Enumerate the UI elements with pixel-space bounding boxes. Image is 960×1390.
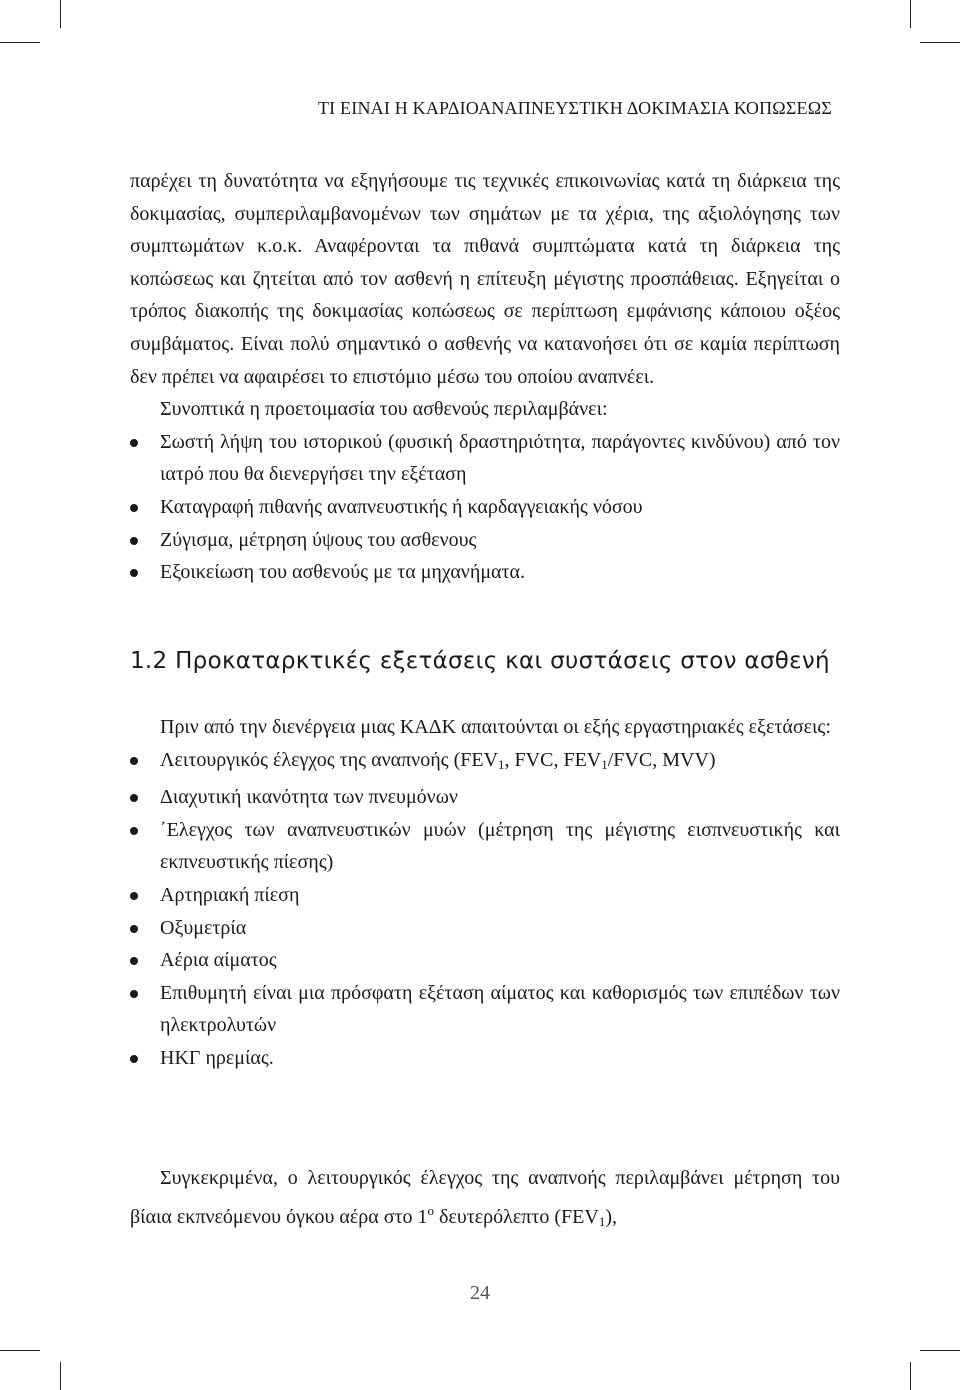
bullet-icon [130,990,138,998]
exam-list [130,744,840,1075]
list-item: Καταγραφή πιθανής αναπνευστικής ή καρδαγγειακής νόσου [130,491,840,524]
intro-paragraph: παρέχει τη δυνατότητα να εξηγήσουμε τις τεχνικές επικοινωνίας κατά τη διάρκεια της δοκιμασίας, συμπεριλαμβανομένων των σημάτων με τα χέρια, της αξιολόγησης των συμπτωμάτων κ.ο.κ. Αναφέρονται τα πιθανά συμπτώματα κατά τη διάρκεια της κοπώσεως και ζητείται από τον ασθενή η επίτευξη μέγιστης προσπάθειας. Εξηγείται ο τρόπος διακοπής της δοκιμασίας κοπώσεως σε περίπτωση εμφάνισης κάποιου οξέος συμβάματος. Είναι πολύ σημαντικό ο ασθενής να κατανοήσει ότι σε καμία περίπτωση δεν πρέπει να αφαιρέσει το επιστόμιο μέσω του οποίου αναπνέει. [130,170,840,388]
list-item: Οξυμετρία [130,912,840,945]
section-heading: 1.2 Προκαταρκτικές εξετάσεις και συστάσεις στον ασθενή [130,648,830,674]
crop-mark [60,1362,61,1390]
list-item: Επιθυμητή είναι μια πρόσφατη εξέταση αίματος και καθορισμός των επιπέδων των ηλεκτρολυτών [130,977,840,1042]
bullet-icon [130,757,138,765]
list-item: ΄Ελεγχος των αναπνευστικών μυών (μέτρηση της μέγιστης εισπνευστικής και εκπνευστικής πίεσης) [130,814,840,879]
bullet-icon [130,439,138,447]
crop-mark [0,42,40,43]
bullet-icon [130,827,138,835]
bullet-icon [130,957,138,965]
page-number: 24 [470,1282,490,1304]
section-block [130,711,840,1075]
crop-mark [920,42,960,43]
list-item: Αρτηριακή πίεση [130,879,840,912]
section-intro: Πριν από την διενέργεια μιας ΚΑΔΚ απαιτούνται οι εξής εργαστηριακές εξετάσεις: [160,716,831,738]
list-item: ΗΚΓ ηρεμίας. [130,1042,840,1075]
list-item: Σωστή λήψη του ιστορικού (φυσική δραστηριότητα, παράγοντες κινδύνου) από τον ιατρό που θα διενεργήσει την εξέταση [130,426,840,491]
list-item: Διαχυτική ικανότητα των πνευμόνων [130,781,840,814]
list-item: Εξοικείωση του ασθενούς με τα μηχανήματα. [130,556,840,589]
bullet-icon [130,504,138,512]
crop-mark [910,0,911,28]
list-item: Αέρια αίματος [130,944,840,977]
crop-mark [920,1350,960,1351]
bullet-icon [130,794,138,802]
crop-mark [60,0,61,28]
crop-mark [0,1350,40,1351]
intro-block [130,165,840,589]
running-head: ΤΙ ΕΙΝΑΙ Η ΚΑΡΔΙΟΑΝΑΠΝΕΥΣΤΙΚΗ ΔΟΚΙΜΑΣΙΑ ΚΟΠΩΣΕΩΣ [317,98,832,118]
closing-paragraph: Συγκεκριμένα, ο λειτουργικός έλεγχος της αναπνοής περιλαμβάνει μέτρηση του βίαια εκπνεόμενου όγκου αέρα στο $1^o$ δευτερόλεπτο $(FEV_1)$, [130,1167,840,1229]
bullet-icon [130,537,138,545]
crop-mark [910,1362,911,1390]
list-item: Λειτουργικός έλεγχος της αναπνοής ($FEV_1$, FVC, $FEV_1$/FVC, MVV) [130,744,840,782]
list-item: Ζύγισμα, μέτρηση ύψους του ασθενους [130,524,840,557]
preparation-list [130,426,840,589]
bullet-icon [130,569,138,577]
summary-line: Συνοπτικά η προετοιμασία του ασθενούς περιλαμβάνει: [160,398,608,421]
bullet-icon [130,1055,138,1063]
bullet-icon [130,892,138,900]
bullet-icon [130,925,138,933]
